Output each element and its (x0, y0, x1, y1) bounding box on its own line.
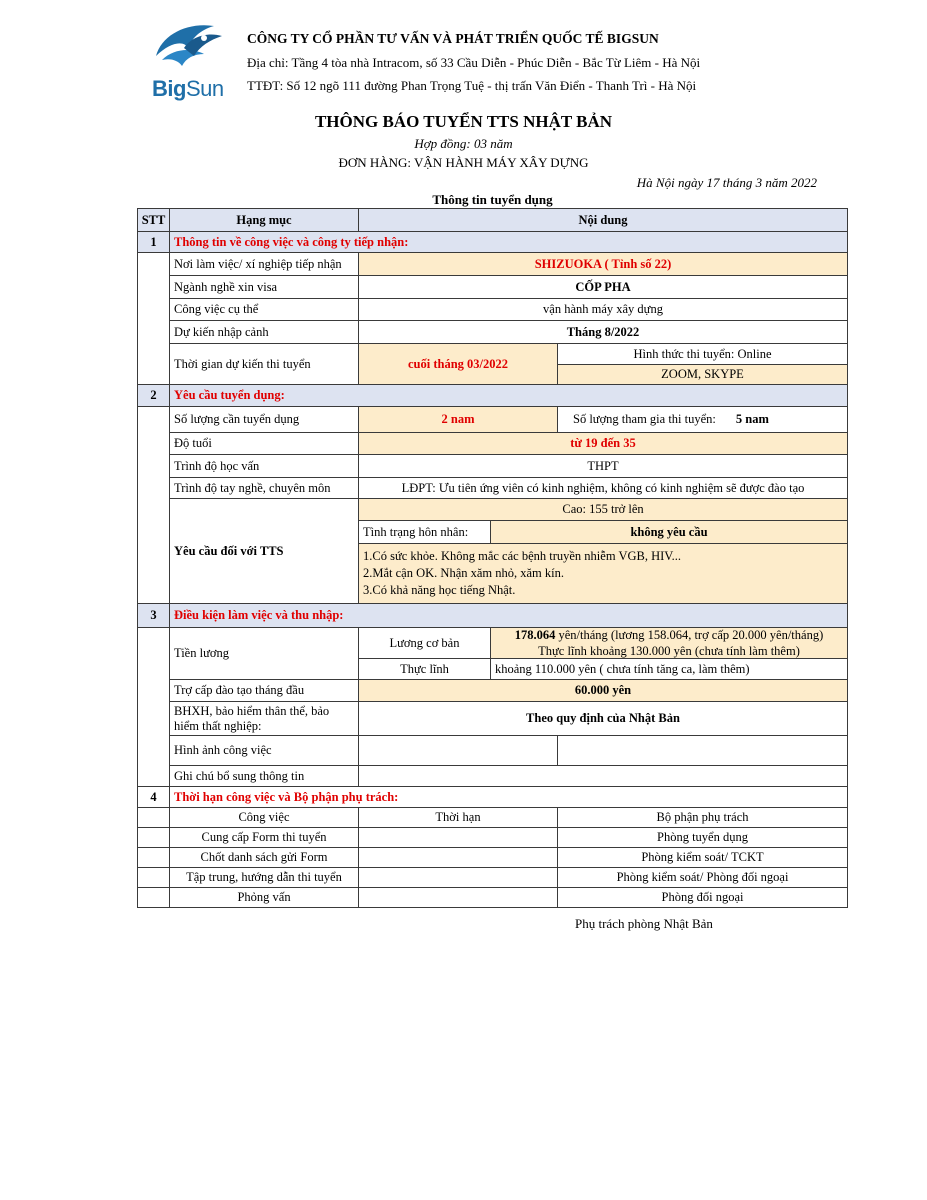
net-salary-label: Thực lĩnh (358, 658, 491, 680)
section-1-title: Thông tin về công việc và công ty tiếp nhận: (169, 231, 848, 253)
age-value: từ 19 đến 35 (358, 432, 848, 455)
col-header-stt: STT (137, 208, 170, 232)
workplace-value: SHIZUOKA ( Tỉnh số 22) (358, 252, 848, 276)
insurance-label: BHXH, bảo hiểm thân thể, bảo hiểm thất nghiệp: (169, 701, 359, 736)
base-salary-value (490, 627, 848, 659)
bird-logo-icon (148, 18, 228, 76)
table-row-deadline (358, 847, 558, 868)
section-3-number: 3 (137, 603, 170, 628)
work-image-cell-1 (358, 735, 558, 766)
table-row-department: Phòng kiểm soát/ TCKT (557, 847, 848, 868)
col-header-item: Hạng mục (169, 208, 359, 232)
requirement-3: 3.Có khả năng học tiếng Nhật. (363, 583, 516, 597)
company-name: CÔNG TY CỔ PHẦN TƯ VẤN VÀ PHÁT TRIỂN QUỐC TẾ BIGSUN (247, 31, 659, 46)
skill-value: LĐPT: Ưu tiên ứng viên có kinh nghiệm, không có kinh nghiệm sẽ được đào tạo (358, 477, 848, 499)
insurance-value: Theo quy định của Nhật Bản (358, 701, 848, 736)
requirement-1: 1.Có sức khỏe. Không mắc các bệnh truyền nhiễm VGB, HIV... (363, 549, 682, 563)
marital-value: không yêu cầu (490, 520, 848, 544)
work-images-label: Hình ảnh công việc (169, 735, 359, 766)
health-requirements (358, 543, 848, 604)
job-label: Công việc cụ thể (169, 298, 359, 321)
base-salary-detail: yên/tháng (lương 158.064, trợ cấp 20.000 yên/tháng) (555, 628, 824, 642)
table-row-task: Tập trung, hướng dẫn thi tuyển (169, 867, 359, 888)
exam-form: Hình thức thi tuyển: Online (557, 343, 848, 365)
col-task: Công việc (169, 807, 359, 828)
requirement-2: 2.Mắt cận OK. Nhận xăm nhỏ, xăm kín. (363, 566, 565, 580)
age-label: Độ tuổi (169, 432, 359, 455)
exam-time-label: Thời gian dự kiến thi tuyển (169, 343, 359, 385)
quantity-label: Số lượng cần tuyển dụng (169, 406, 359, 433)
table-row-department: Phòng đối ngoại (557, 887, 848, 908)
marital-label: Tình trạng hôn nhân: (358, 520, 491, 544)
table-row-task: Cung cấp Form thi tuyển (169, 827, 359, 848)
base-salary-amount: 178.064 (514, 628, 556, 642)
table-row-task: Chốt danh sách gửi Form (169, 847, 359, 868)
company-address: Địa chỉ: Tầng 4 tòa nhà Intracom, số 33 Cầu Diễn - Phúc Diễn - Bắc Từ Liêm - Hà Nội (247, 55, 701, 70)
exam-quantity-label: Số lượng tham gia thi tuyển: (573, 412, 716, 426)
section-2-stt-blank (137, 406, 170, 604)
trainee-requirements-label: Yêu cầu đối với TTS (169, 498, 359, 604)
table-row-deadline (358, 887, 558, 908)
job-value: vận hành máy xây dựng (358, 298, 848, 321)
col-department: Bộ phận phụ trách (557, 807, 848, 828)
training-allowance-value: 60.000 yên (358, 679, 848, 702)
visa-value: CỐP PHA (358, 275, 848, 299)
section-3-title: Điều kiện làm việc và thu nhập: (169, 603, 848, 628)
skill-label: Trình độ tay nghề, chuyên môn (169, 477, 359, 499)
notice-date: Hà Nội ngày 17 tháng 3 năm 2022 (636, 175, 817, 190)
exam-quantity-value: 5 nam (735, 412, 769, 426)
quantity-value: 2 nam (358, 406, 558, 433)
table-row-stt (137, 827, 170, 848)
exam-tools: ZOOM, SKYPE (557, 364, 848, 385)
net-salary-value: khoảng 110.000 yên ( chưa tính tăng ca, làm thêm) (490, 658, 848, 680)
table-row-department: Phòng tuyển dụng (557, 827, 848, 848)
col-header-content: Nội dung (358, 208, 848, 232)
col-deadline: Thời hạn (358, 807, 558, 828)
section-2-title: Yêu cầu tuyển dụng: (169, 384, 848, 407)
exam-time-value: cuối tháng 03/2022 (358, 343, 558, 385)
exam-quantity (557, 406, 848, 433)
additional-notes-value (358, 765, 848, 787)
table-row-deadline (358, 867, 558, 888)
table-row-stt (137, 887, 170, 908)
education-label: Trình độ học vấn (169, 454, 359, 478)
bigsun-logo (148, 18, 228, 102)
section-4-title: Thời hạn công việc và Bộ phận phụ trách: (169, 786, 848, 808)
notice-title: THÔNG BÁO TUYỂN TTS NHẬT BẢN (314, 112, 613, 131)
section-2-number: 2 (137, 384, 170, 407)
table-row-stt (137, 847, 170, 868)
section-4-number: 4 (137, 786, 170, 808)
additional-notes-label: Ghi chú bổ sung thông tin (169, 765, 359, 787)
order-name: ĐƠN HÀNG: VẬN HÀNH MÁY XÂY DỰNG (338, 155, 589, 170)
height-requirement: Cao: 155 trở lên (358, 498, 848, 521)
table-row-task: Phỏng vấn (169, 887, 359, 908)
training-center-address: TTĐT: Số 12 ngõ 111 đường Phan Trọng Tuệ - thị trấn Văn Điển - Thanh Trì - Hà Nội (247, 78, 697, 93)
entry-value: Tháng 8/2022 (358, 320, 848, 344)
workplace-label: Nơi làm việc/ xí nghiệp tiếp nhận (169, 252, 359, 276)
section-1-number: 1 (137, 231, 170, 253)
work-image-cell-2 (557, 735, 848, 766)
table-row-stt (137, 867, 170, 888)
base-salary-net: Thực lĩnh khoảng 130.000 yên (chưa tính làm thêm) (538, 644, 800, 658)
contract-term: Hợp đồng: 03 năm (414, 136, 513, 151)
base-salary-label: Lương cơ bản (358, 627, 491, 659)
table-title: Thông tin tuyển dụng (432, 192, 553, 207)
section-4-stt-blank (137, 807, 170, 828)
logo-text: BigSun (152, 76, 224, 101)
salary-label: Tiền lương (169, 627, 359, 680)
section-1-stt-blank (137, 252, 170, 385)
table-row-department: Phòng kiểm soát/ Phòng đối ngoại (557, 867, 848, 888)
section-3-stt-blank (137, 627, 170, 787)
table-row-deadline (358, 827, 558, 848)
education-value: THPT (358, 454, 848, 478)
visa-label: Ngành nghề xin visa (169, 275, 359, 299)
entry-label: Dự kiến nhập cảnh (169, 320, 359, 344)
training-allowance-label: Trợ cấp đào tạo tháng đầu (169, 679, 359, 702)
signature-label: Phụ trách phòng Nhật Bản (575, 916, 713, 931)
